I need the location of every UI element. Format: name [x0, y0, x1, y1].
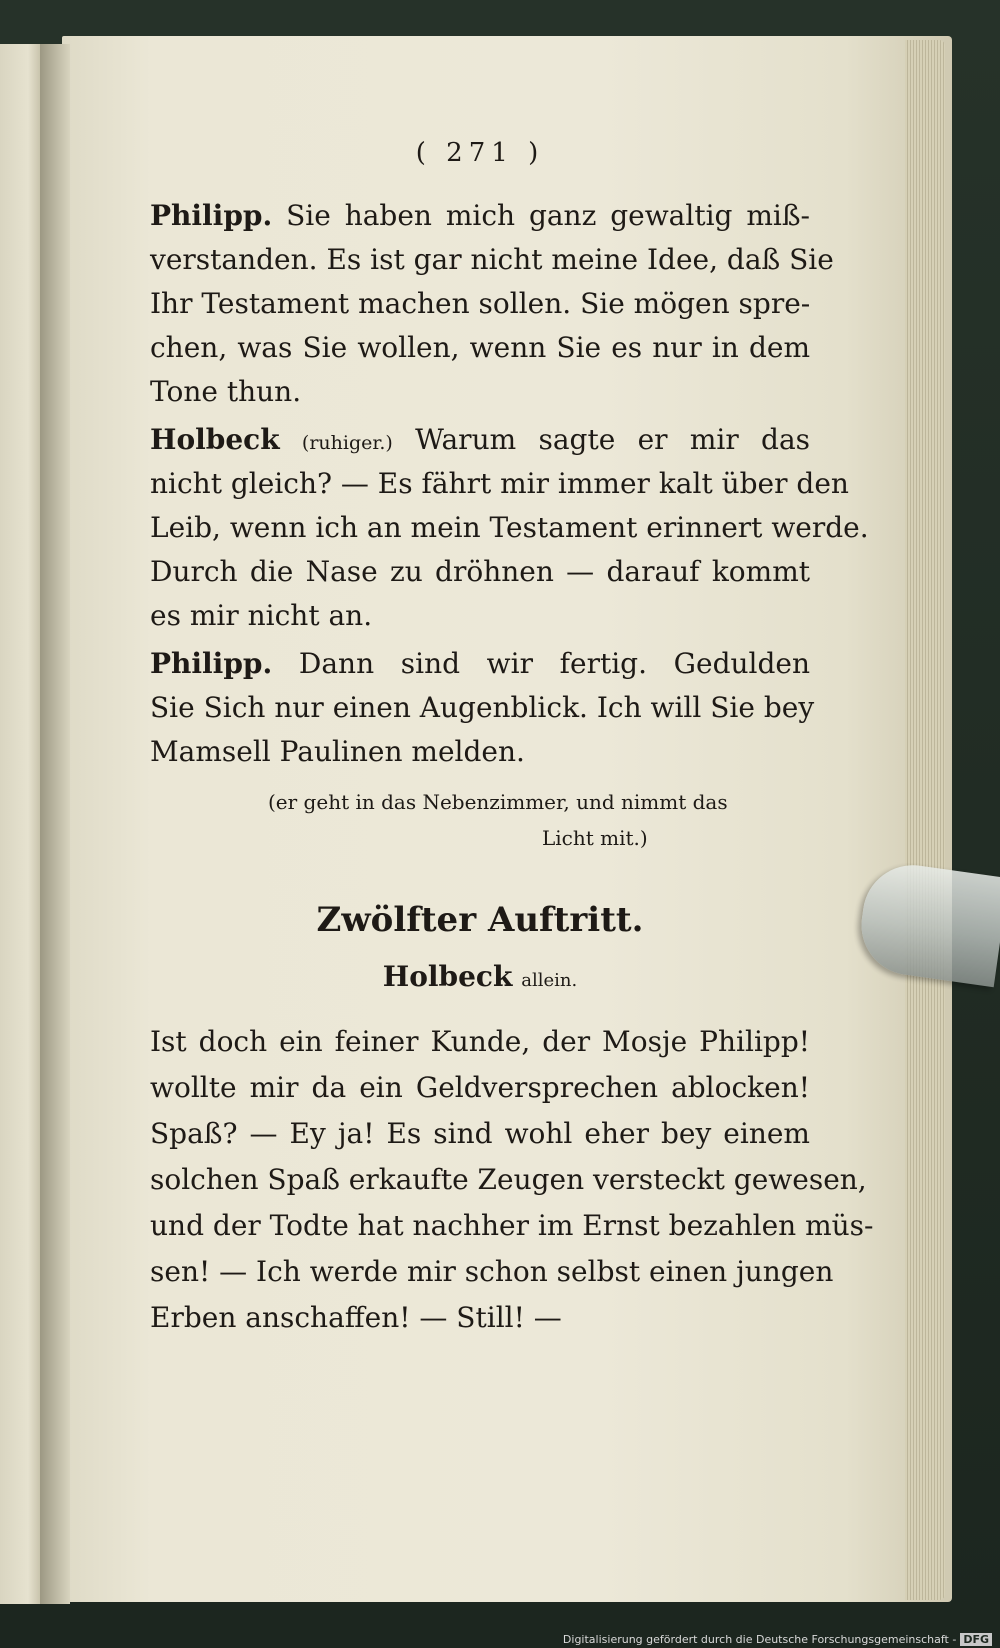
text-line: sen! — Ich werde mir schon selbst einen jungen — [150, 1255, 834, 1288]
text-line: Tone thun. — [150, 375, 302, 408]
speaker-direction: (ruhiger.) — [301, 432, 393, 454]
text-line: wollte mir da ein Geldversprechen ablocken! — [150, 1071, 810, 1104]
text-line: solchen Spaß erkaufte Zeugen versteckt gewesen, — [150, 1163, 867, 1196]
speaker-name: Holbeck — [150, 423, 280, 456]
scene-subheading — [150, 960, 810, 993]
page-edges — [905, 40, 945, 1600]
text-line: und der Todte hat nachher im Ernst bezahlen müs- — [150, 1209, 874, 1242]
scene-heading: Zwölfter Auftritt. — [316, 900, 644, 940]
credit-text: Digitalisierung gefördert durch die Deutsche Forschungsgemeinschaft - — [562, 1633, 957, 1646]
speaker-name: Philipp. — [150, 647, 273, 680]
text-line: Mamsell Paulinen melden. — [150, 735, 525, 768]
text-line: Ist doch ein feiner Kunde, der Mosje Philipp! — [150, 1025, 810, 1058]
scene-character: Holbeck — [382, 960, 513, 993]
line-text: Sie haben mich ganz gewaltig miß- — [286, 199, 811, 232]
digitization-credit — [563, 1633, 992, 1646]
stage-direction-line-2: Licht mit.) — [542, 826, 648, 850]
line-text: Dann sind wir fertig. Gedulden — [298, 647, 811, 680]
scene-note: allein. — [521, 970, 578, 991]
dfg-logo: DFG — [960, 1633, 992, 1646]
text-line: Durch die Nase zu dröhnen — darauf kommt — [150, 555, 810, 588]
speaker-name: Philipp. — [150, 199, 273, 232]
text-line: Erben anschaffen! — Still! — — [150, 1301, 562, 1334]
text-line — [150, 644, 810, 684]
text-line: verstanden. Es ist gar nicht meine Idee, daß Sie — [150, 243, 834, 276]
page-number: ( 271 ) — [415, 138, 545, 168]
line-text: Warum sagte er mir das — [415, 423, 811, 456]
text-line: chen, was Sie wollen, wenn Sie es nur in dem — [150, 331, 810, 364]
facing-page-edge — [0, 44, 42, 1604]
text-line — [150, 420, 810, 460]
text-line: nicht gleich? — Es fährt mir immer kalt über den — [150, 467, 849, 500]
text-line: es mir nicht an. — [150, 599, 373, 632]
text-line: Leib, wenn ich an mein Testament erinnert werde. — [150, 511, 869, 544]
stage-direction-line-1: (er geht in das Nebenzimmer, und nimmt das — [268, 790, 728, 814]
spine-shadow — [40, 44, 70, 1604]
text-line: Ihr Testament machen sollen. Sie mögen spre- — [150, 287, 811, 320]
text-line — [150, 196, 810, 236]
text-line: Spaß? — Ey ja! Es sind wohl eher bey einem — [150, 1117, 810, 1150]
text-line: Sie Sich nur einen Augenblick. Ich will Sie bey — [150, 691, 815, 724]
